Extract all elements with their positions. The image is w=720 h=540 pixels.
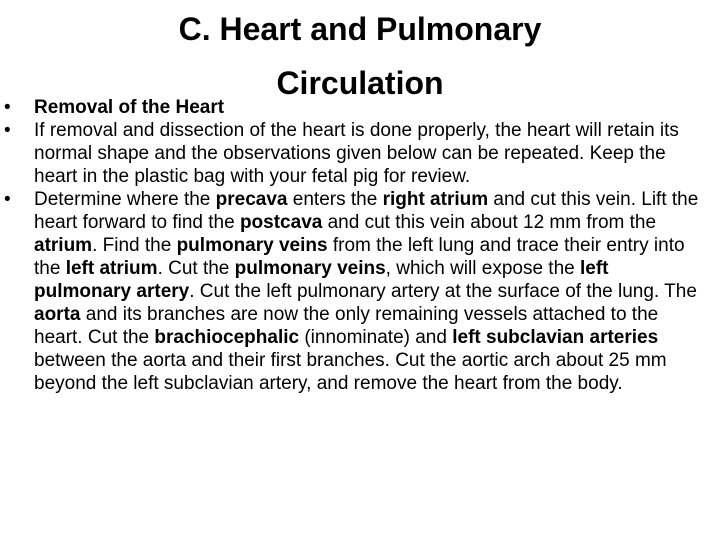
bullet-dot-icon: • — [4, 189, 11, 210]
text-segment: , which will expose the — [385, 258, 580, 279]
text-segment: between the aorta and their first branches. Cut the aortic arch about 25 mm beyond the left subclavian artery, and remove the heart from the body. — [34, 350, 667, 394]
term-left-atrium: left atrium — [65, 258, 158, 279]
bullet-dot-icon: • — [4, 97, 11, 118]
term-postcava: postcava — [239, 212, 323, 233]
text-segment: Determine where the — [34, 189, 216, 210]
term-pulmonary-veins: pulmonary veins — [176, 235, 328, 256]
text-segment: enters the — [287, 189, 383, 210]
bullet-item-removal-of-heart — [0, 96, 700, 119]
bullet-text: If removal and dissection of the heart is done properly, the heart will retain its normal shape and the observations given below can be repeated. Keep the heart in the plastic bag with your fetal pig for review. — [34, 120, 679, 187]
term-left-pulmonary-artery: left pulmonary artery — [34, 258, 609, 302]
slide-title — [60, 2, 660, 110]
bullet-item-procedure — [0, 188, 700, 395]
term-atrium: atrium — [34, 235, 93, 256]
bullet-dot-icon: • — [4, 120, 11, 141]
text-segment: (innominate) and — [299, 327, 453, 348]
bullet-text: Removal of the Heart — [34, 97, 225, 118]
bullet-item-dissection-note — [0, 119, 700, 188]
term-aorta: aorta — [34, 304, 81, 325]
term-brachiocephalic: brachiocephalic — [154, 327, 300, 348]
text-segment: and cut this vein. Lift the heart forward to find the — [34, 189, 699, 233]
text-segment: and cut this vein about 12 mm from the — [322, 212, 657, 233]
text-segment: . Find the — [92, 235, 177, 256]
bullet-text — [34, 189, 698, 394]
slide-title-line-2: Circulation — [276, 65, 444, 101]
term-right-atrium: right atrium — [382, 189, 489, 210]
term-precava: precava — [215, 189, 288, 210]
term-pulmonary-veins-2: pulmonary veins — [234, 258, 386, 279]
bullet-list — [0, 96, 700, 395]
slide-title-line-1: C. Heart and Pulmonary — [178, 11, 542, 47]
text-segment: . Cut the left pulmonary artery at the surface of the lung. The — [189, 281, 697, 302]
text-segment: from the left lung and trace their entry into the — [34, 235, 685, 279]
text-segment: . Cut the — [157, 258, 235, 279]
term-left-subclavian-arteries: left subclavian arteries — [452, 327, 659, 348]
text-segment: and its branches are now the only remaining vessels attached to the heart. Cut the — [34, 304, 659, 348]
